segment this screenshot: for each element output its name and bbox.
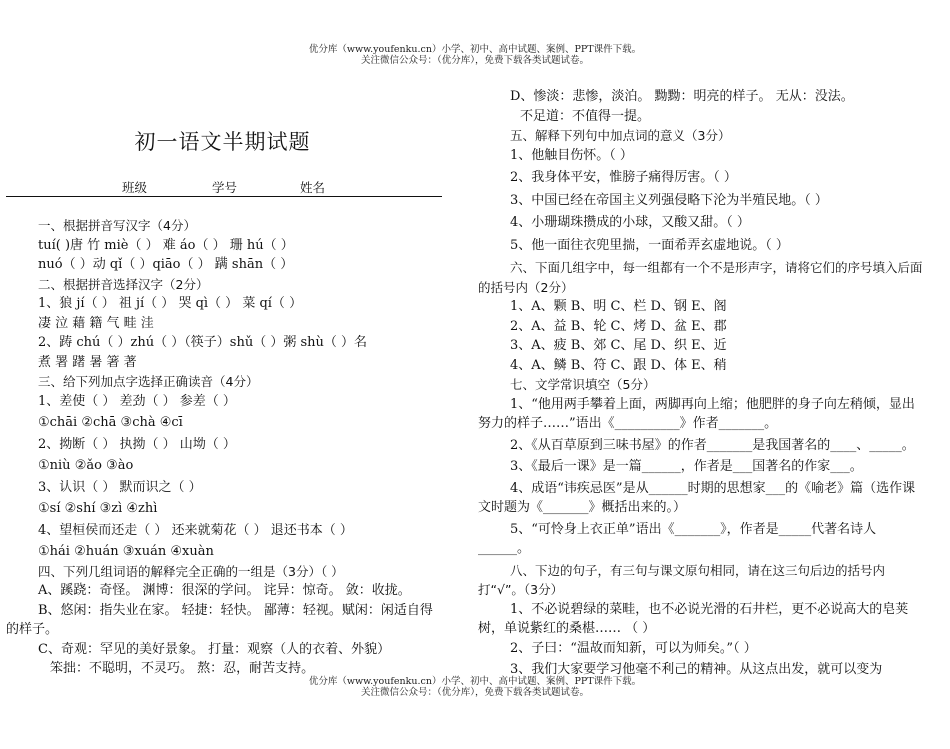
section-5-item: 3、中国已经在帝国主义列强侵略下沦为半殖民地。（ ） xyxy=(510,192,828,208)
footer-line-2: 关注微信公众号：（优分库），免费下载各类试题试卷。 xyxy=(360,687,589,698)
student-number-label: 学号 xyxy=(212,180,238,195)
section-5-item: 4、小珊瑚珠攒成的小球，又酸又甜。（ ） xyxy=(510,215,750,230)
section-8-title: 八、下边的句子，有三句与课文原句相同，请在这三句后边的括号内打“√”。（3分） xyxy=(478,562,886,597)
section-3-options: ①hái ②huán ③xuán ④xuàn xyxy=(38,544,214,559)
section-2-line: 2、踌 chú（ ）zhú（ ）（筷子）shǔ（ ）粥 shù（ ）名 xyxy=(38,335,368,350)
header-line-1: 优分库（www.youfenku.cn）小学、初中、高中试题、案例、PPT课件下载。 xyxy=(308,44,642,55)
section-7-item: 4、成语“讳疾忌医”是从______时期的思想家___的《喻老》篇（选作课文时题为《_______》概括出来的。） xyxy=(478,480,916,515)
section-6-item: 2、A、益 B、轮 C、烤 D、盆 E、郡 xyxy=(510,318,727,334)
section-2-line: 煮 署 躇 暑 箸 著 xyxy=(38,354,137,370)
section-7-item: 5、“可怜身上衣正单”语出《_______》，作者是_____代著名诗人______。 xyxy=(478,521,877,556)
section-6-item: 4、A、鳞 B、符 C、跟 D、体 E、稍 xyxy=(510,357,727,373)
section-4-title: 四、下列几组词语的解释完全正确的一组是（3分）（ ） xyxy=(38,563,344,579)
section-3-line: 1、差使（ ） 差劲（ ） 参差（ ） xyxy=(38,393,236,409)
section-7-title: 七、文学常识填空（5分） xyxy=(510,377,656,392)
student-info-bar xyxy=(6,176,442,197)
section-7-item: 2、《从百草原到三味书屋》的作者_______是我国著名的____、_____。 xyxy=(510,437,915,453)
section-5-title: 五、解释下列句中加点词的意义（3分） xyxy=(510,128,731,143)
section-7-item: 3、《最后一课》是一篇______，作者是___国著名的作家___。 xyxy=(510,459,863,474)
page-footer xyxy=(0,676,950,698)
section-6-item: 1、A、颗 B、明 C、栏 D、钢 E、阁 xyxy=(510,299,727,314)
section-6-title: 六、下面几组字中，每一组都有一个不是形声字，请将它们的序号填入后面的括号内（2分） xyxy=(478,260,923,295)
section-5-item: 2、我身体平安，惟膀子痛得厉害。（ ） xyxy=(510,170,737,185)
section-3-line: 2、拗断（ ） 执拗（ ） 山坳（ ） xyxy=(38,436,236,452)
section-3-options: ①niù ②ǎo ③ào xyxy=(38,458,134,473)
section-4-option-a: A、蹊跷：奇怪。 渊博：很深的学问。 诧异：惊奇。 敛：收拢。 xyxy=(38,583,411,598)
exam-title: 初一语文半期试题 xyxy=(134,130,311,154)
section-5-item: 5、他一面往衣兜里揣，一面希弄玄虚地说。（ ） xyxy=(510,237,789,253)
section-7-item: 1、“他用两手攀着上面，两脚再向上缩；他肥胖的身子向左稍倾，显出努力的样子……”语出《__________》作者_______。 xyxy=(478,396,915,431)
section-3-line: 4、望桓侯而还走（ ） 还来就菊花（ ） 退还书本（ ） xyxy=(38,522,353,538)
section-8-item: 1、不必说碧绿的菜畦，也不必说光滑的石井栏，更不必说高大的皂荚树，单说紫红的桑椹…… （ ） xyxy=(478,601,909,636)
footer-line-1: 优分库（www.youfenku.cn）小学、初中、高中试题、案例、PPT课件下载。 xyxy=(308,676,642,687)
section-8-item: 3、我们大家要学习他毫不利己的精神。从这点出发，就可以变为 xyxy=(510,662,883,677)
section-2-line: 凄 泣 藉 籍 气 畦 洼 xyxy=(38,315,154,331)
section-4-option-b: B、悠闲：指失业在家。 轻捷：轻快。 鄙薄：轻视。赋闲：闲适自得的样子。 xyxy=(6,602,433,637)
section-4-option-c: C、奇观：罕见的美好景象。 打量：观察（人的衣着、外貌） xyxy=(38,641,391,657)
header-line-2: 关注微信公众号：（优分库），免费下载各类试题试卷。 xyxy=(360,55,589,66)
section-6-item: 3、A、疲 B、郊 C、尾 D、织 E、近 xyxy=(510,338,727,353)
section-3-options: ①chāi ②chā ③chà ④cī xyxy=(38,415,183,430)
section-1-line: nuó（ ）动 qǐ（ ）qiāo（ ） 蹒 shān（ ） xyxy=(38,257,294,272)
student-name-label: 姓名 xyxy=(300,180,326,195)
section-3-title: 三、给下列加点字选择正确读音（4分） xyxy=(38,374,259,389)
section-3-line: 3、认识（ ） 默而识之（ ） xyxy=(38,479,202,495)
section-5-item: 1、他触目伤怀。（ ） xyxy=(510,147,633,163)
section-1-line: tuí( )唐 竹 miè（ ） 难 áo（ ） 珊 hú（ ） xyxy=(38,237,294,253)
section-2-title: 二、根据拼音选择汉字（2分） xyxy=(38,276,209,292)
section-4-option-d: D、惨淡：悲惨，淡泊。 黝黝：明亮的样子。 无从：没法。 xyxy=(510,89,854,104)
section-1-title: 一、根据拼音写汉字（4分） xyxy=(38,218,196,233)
section-2-line: 1、狼 jí（ ） 祖 jí（ ） 哭 qì（ ） 菜 qí（ ） xyxy=(38,296,303,311)
section-8-item: 2、子曰：“温故而知新，可以为师矣。”（ ） xyxy=(510,640,757,656)
class-label: 班级 xyxy=(122,180,148,195)
page-header xyxy=(0,44,950,66)
left-column xyxy=(6,216,442,679)
section-4-option-d-cont: 不足道：不值得一提。 xyxy=(520,108,651,124)
section-4-option-c-cont: 笨拙：不聪明，不灵巧。 熬：忍，耐苦支持。 xyxy=(50,661,315,676)
section-3-options: ①sí ②shí ③zì ④zhì xyxy=(38,501,158,516)
right-column xyxy=(478,87,926,680)
